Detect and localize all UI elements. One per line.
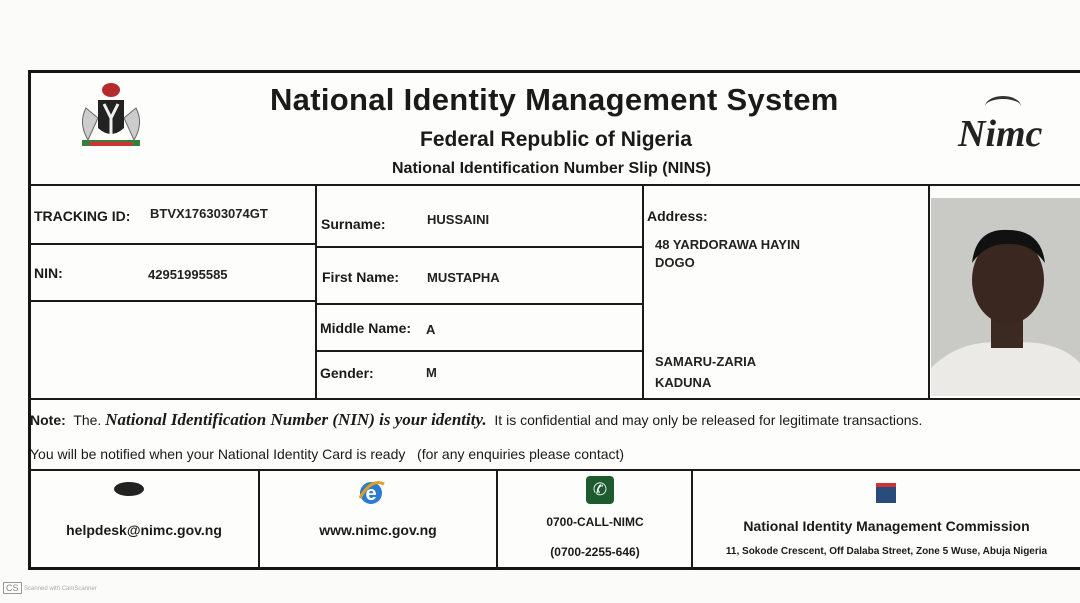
divider	[315, 184, 317, 399]
holder-photo	[931, 198, 1080, 396]
org-name: National Identity Management Commission	[743, 518, 1030, 534]
org-address: 11, Sokode Crescent, Off Dalaba Street, Zone 5 Wuse, Abuja Nigeria	[725, 546, 1048, 557]
address-line: SAMARU-ZARIA	[655, 354, 757, 369]
note-emphasis: National Identification Number (NIN) is your identity.	[105, 410, 487, 429]
nin-value: 42951995585	[148, 267, 228, 282]
note-line-2	[30, 446, 624, 462]
nimc-logo: Nimc	[958, 113, 1043, 155]
helpdesk-email[interactable]: helpdesk@nimc.gov.ng	[66, 522, 222, 538]
nimc-logo-arc-icon	[985, 96, 1021, 117]
enquiries-text: (for any enquiries please contact)	[417, 446, 625, 462]
address-line: 48 YARDORAWA HAYIN	[655, 237, 800, 252]
tracking-id-label: TRACKING ID:	[34, 208, 131, 224]
divider	[28, 243, 316, 245]
middle-name-value: A	[426, 322, 436, 337]
address-line: KADUNA	[655, 375, 712, 390]
divider	[642, 184, 644, 399]
building-icon	[876, 483, 896, 503]
phone-vanity[interactable]: 0700-CALL-NIMC	[546, 515, 644, 529]
camscanner-text: Scanned with CamScanner	[24, 586, 97, 592]
page-title: National Identity Management System	[270, 82, 839, 117]
divider	[315, 246, 643, 248]
note-line	[30, 410, 922, 430]
surname-label: Surname:	[321, 216, 386, 232]
divider	[28, 398, 1080, 400]
browser-icon	[357, 478, 385, 506]
divider	[258, 469, 260, 570]
email-icon	[114, 482, 144, 496]
note-rest: It is confidential and may only be released for legitimate transactions.	[494, 412, 923, 428]
first-name-label: First Name:	[322, 269, 400, 285]
divider	[315, 350, 643, 352]
card-ready-text: You will be notified when your National Identity Card is ready	[30, 446, 406, 462]
phone-number[interactable]: (0700-2255-646)	[550, 545, 640, 559]
divider	[28, 300, 316, 302]
first-name-value: MUSTAPHA	[427, 270, 500, 285]
slip-title: National Identification Number Slip (NINS)	[392, 160, 712, 177]
nin-label: NIN:	[34, 265, 63, 281]
page-subtitle: Federal Republic of Nigeria	[420, 128, 692, 151]
phone-icon: ✆	[586, 476, 614, 504]
divider	[28, 184, 1080, 186]
camscanner-badge: CS	[3, 582, 22, 594]
gender-value: M	[426, 365, 437, 380]
divider	[28, 469, 1080, 471]
surname-value: HUSSAINI	[427, 212, 490, 227]
svg-text:e: e	[365, 483, 377, 505]
website-link[interactable]: www.nimc.gov.ng	[319, 522, 437, 538]
note-prefix: The.	[73, 412, 102, 428]
note-label: Note:	[30, 412, 66, 428]
coat-of-arms-icon	[68, 78, 154, 150]
divider	[315, 303, 643, 305]
divider	[928, 184, 930, 399]
gender-label: Gender:	[320, 365, 374, 381]
tracking-id-value: BTVX176303074GT	[150, 206, 268, 221]
address-label: Address:	[647, 208, 708, 224]
address-line: DOGO	[655, 255, 695, 270]
middle-name-label: Middle Name:	[320, 320, 412, 336]
